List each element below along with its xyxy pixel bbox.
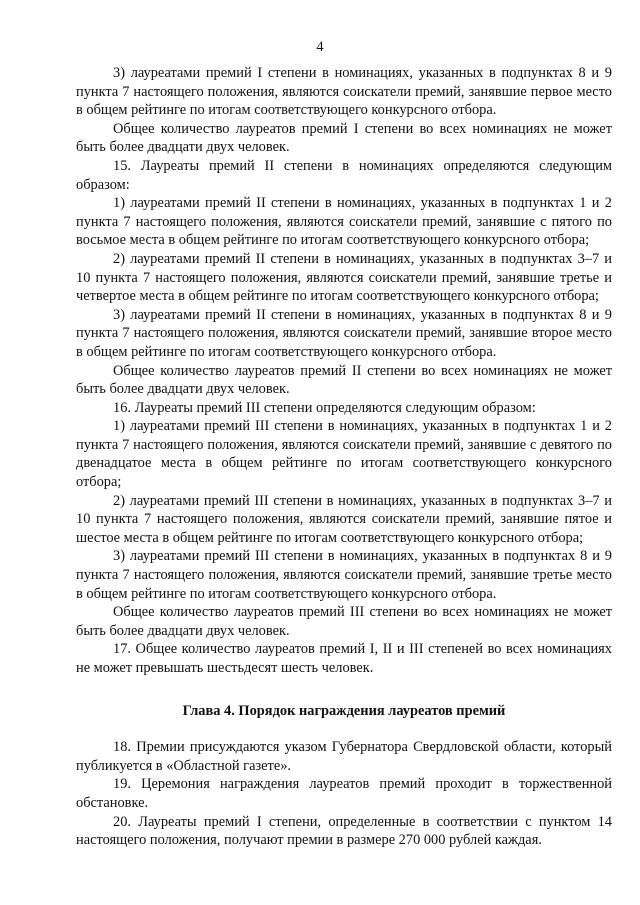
- paragraph: 2) лауреатами премий II степени в номинациях, указанных в подпунктах 3–7 и 10 пункта 7 настоящего положения, являются соискатели премий, занявшие третье и четвертое места в общем рейтинге по итогам соответствующего конкурсного отбора;: [76, 250, 612, 305]
- paragraph: 3) лауреатами премий II степени в номинациях, указанных в подпунктах 8 и 9 пункта 7 настоящего положения, являются соискатели премий, занявшие второе место в общем рейтинге по итогам соответствующего конкурсного отбора.: [76, 306, 612, 360]
- paragraph: Общее количество лауреатов премий I степени во всех номинациях не может быть более двадцати двух человек.: [76, 120, 612, 156]
- paragraph: 17. Общее количество лауреатов премий I, II и III степеней во всех номинациях не может превышать шестьдесят шесть человек.: [76, 641, 612, 676]
- paragraph: Общее количество лауреатов премий II степени во всех номинациях не может быть более двадцати двух человек.: [76, 362, 612, 398]
- paragraph: 16. Лауреаты премий III степени определяются следующим образом:: [113, 399, 536, 416]
- paragraph: 18. Премии присуждаются указом Губернатора Свердловской области, который публикуется в «Областной газете».: [76, 739, 612, 774]
- paragraph: 2) лауреатами премий III степени в номинациях, указанных в подпунктах 3–7 и 10 пункта 7 настоящего положения, являются соискатели премий, занявшие пятое и шестое места в общем рейтинге по итогам соответствующего конкурсного отбора;: [76, 492, 612, 546]
- paragraph: 3) лауреатами премий I степени в номинациях, указанных в подпунктах 8 и 9 пункта 7 настоящего положения, являются соискатели премий, занявшие первое место в общем рейтинге по итогам соответствующего конкурсного отбора.: [76, 65, 612, 119]
- paragraph: 1) лауреатами премий II степени в номинациях, указанных в подпунктах 1 и 2 пункта 7 настоящего положения, являются соискатели премий, занявшие с пятого по восьмое места в общем рейтинге по итогам соответствующего конкурсного отбора;: [76, 195, 612, 249]
- paragraph: 15. Лауреаты премий II степени в номинациях определяются следующим образом:: [76, 157, 612, 193]
- paragraph: 19. Церемония награждения лауреатов премий проходит в торжественной обстановке.: [76, 776, 612, 811]
- paragraph: 1) лауреатами премий III степени в номинациях, указанных в подпунктах 1 и 2 пункта 7 настоящего положения, являются соискатели премий, занявшие с девятого по двенадцатое места в общем рейтинге по итогам соответствующего конкурсного отбора;: [76, 418, 612, 491]
- paragraph: 3) лауреатами премий III степени в номинациях, указанных в подпунктах 8 и 9 пункта 7 настоящего положения, являются соискатели премий, занявшие третье место в общем рейтинге по итогам соответствующего конкурсного отбора.: [76, 548, 612, 602]
- paragraph: Общее количество лауреатов премий III степени во всех номинациях не может быть более двадцати двух человек.: [76, 604, 612, 639]
- chapter-heading: Глава 4. Порядок награждения лауреатов премий: [182, 702, 506, 719]
- document-body: [76, 64, 612, 850]
- paragraph: 20. Лауреаты премий I степени, определенные в соответствии с пунктом 14 настоящего положения, получают премии в размере 270 000 рублей каждая.: [76, 813, 612, 849]
- page-number: 4: [316, 39, 324, 55]
